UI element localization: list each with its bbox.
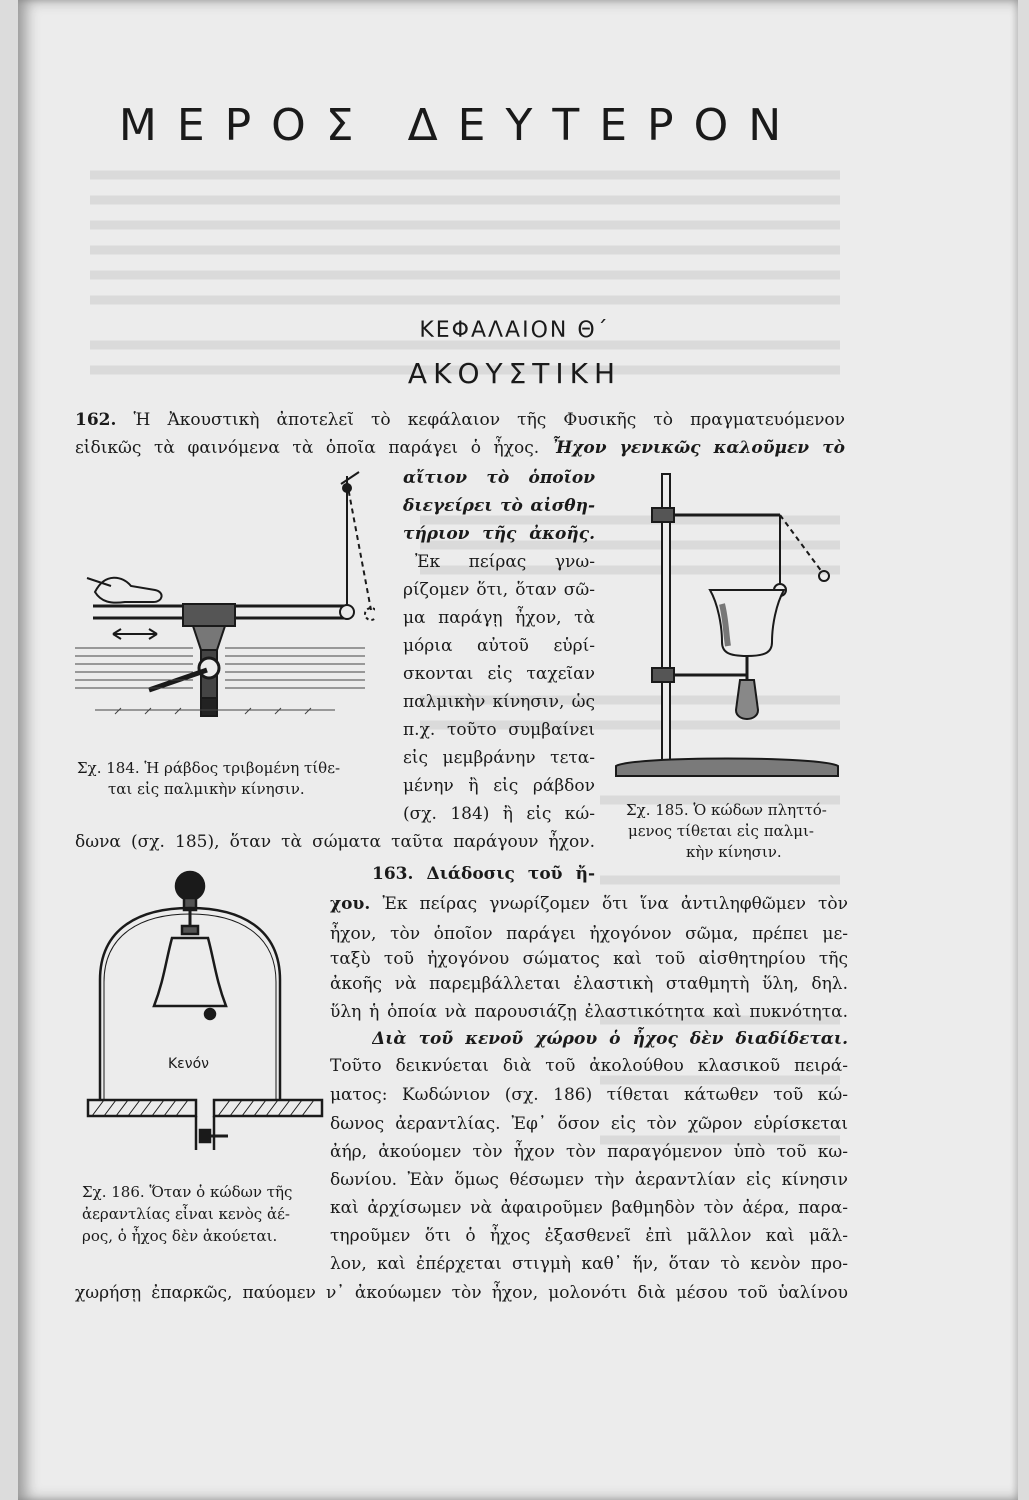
sec162-col-bold-1: διεγείρει τὸ αἰσθη-	[403, 496, 595, 516]
fig185-caption-line-1: μενος τίθεται εἰς παλμι-	[628, 822, 814, 840]
figure-185-struck-bell	[612, 470, 844, 780]
sec163-line-1	[330, 892, 848, 916]
sec162-col-line-8: μένην ἢ εἰς ράβδον	[403, 776, 595, 796]
fig186-caption-line-1: ἀεραντλίας εἶναι κενὸς ἀέ-	[82, 1205, 290, 1223]
sec162-line1	[75, 408, 845, 432]
part-title: ΜΕΡΟΣ ΔΕΥΤΕΡΟΝ	[118, 100, 802, 151]
chapter-label: ΚΕΦΑΛΑΙΟΝ Θ΄	[419, 318, 610, 343]
sec162-last-line: δωνα (σχ. 185), ὅταν τὰ σώματα ταῦτα παράγουν ἦχον.	[75, 832, 595, 852]
fig184-caption-line-0: Σχ. 184. Ἡ ράβδος τριβομένη τίθε-	[77, 759, 341, 777]
sec162-col-line-3: μόρια αὐτοῦ εὑρί-	[403, 636, 595, 656]
sec163-line-b0: Τοῦτο δεικνύεται διὰ τοῦ ἀκολούθου κλασικοῦ πειρά-	[330, 1056, 848, 1076]
sec162-number: 162.	[75, 410, 117, 430]
sec162-col-line-7: εἰς μεμβράνην τετα-	[403, 748, 595, 768]
sec163-line-b4: δωνίου. Ἐὰν ὅμως θέσωμεν τὴν ἀεραντλίαν εἰς κίνησιν	[330, 1170, 848, 1190]
sec162-col-line-6: π.χ. τοῦτο συμβαίνει	[403, 720, 595, 740]
fig186-caption-line-0: Σχ. 186. Ὅταν ὁ κώδων τῆς	[82, 1183, 293, 1201]
sec163-line-a0: ἦχον, τὸν ὁποῖον παράγει ἠχογόνον σῶμα, πρέπει με-	[330, 924, 848, 944]
sec163-line-a2: ἀκοῆς νὰ παρεμβάλλεται ἐλαστικὴ σταθμητὴ ὕλη, δηλ.	[330, 974, 848, 994]
sec163-line-b1: ματος: Κωδώνιον (σχ. 186) τίθεται κάτωθεν τοῦ κώ-	[330, 1085, 848, 1105]
sec162-col-line-2: μα παράγῃ ἦχον, τὰ	[403, 608, 595, 628]
sec163-line-a1: ταξὺ τοῦ ἠχογόνου σώματος καὶ τοῦ αἰσθητηρίου τῆς	[330, 949, 848, 969]
sec163-key-statement: Διὰ τοῦ κενοῦ χώρου ὁ ἦχος δὲν διαδίδεται.	[372, 1029, 848, 1049]
sec162-line2-text: εἰδικῶς τὰ φαινόμενα τὰ ὁποῖα παράγει ὁ ἦχος.	[75, 438, 540, 458]
fig185-caption-line-0: Σχ. 185. Ὁ κώδων πληττό-	[626, 801, 827, 819]
figure-186-bell-in-vacuum	[80, 868, 330, 1150]
sec163-heading-line	[372, 862, 595, 886]
fig186-vacuum-label: Κενόν	[168, 1056, 209, 1072]
sec162-col-bold-0: αἴτιον τὸ ὁποῖον	[403, 468, 595, 488]
sec162-col-line-5: παλμικὴν κίνησιν, ὡς	[403, 692, 595, 712]
sec163-line-b5: καὶ ἀρχίσωμεν νὰ ἀφαιροῦμεν βαθμηδὸν τὸν ἀέρα, παρα-	[330, 1198, 848, 1218]
fig186-caption-line-2: ρος, ὁ ἦχος δὲν ἀκούεται.	[82, 1227, 278, 1245]
chapter-title: ΑΚΟΥΣΤΙΚΗ	[407, 357, 622, 390]
sec162-col-line-1: ρίζομεν ὅτι, ὅταν σῶ-	[403, 580, 595, 600]
sec163-heading-end: χου.	[330, 894, 371, 914]
sec162-line2	[75, 436, 845, 460]
sec163-line-b2: δωνος ἀεραντλίας. Ἐφ᾽ ὅσον εἰς τὸν χῶρον εὑρίσκεται	[330, 1114, 848, 1134]
fig184-caption-line-1: ται εἰς παλμικὴν κίνησιν.	[108, 780, 305, 798]
figure-184-rubbed-rod	[75, 468, 375, 750]
sec163-line-b3: ἀήρ, ἀκούομεν τὸν ἦχον τὸν παραγόμενον ὑπὸ τοῦ κω-	[330, 1142, 848, 1162]
sec163-line-b7: λον, καὶ ἐπέρχεται στιγμὴ καθ᾽ ἥν, ὅταν τὸ κενὸν προ-	[330, 1254, 848, 1274]
sec162-line1-text: Ἡ Ἀκουστικὴ ἀποτελεῖ τὸ κεφάλαιον τῆς Φυσικῆς τὸ πραγματευόμενον	[133, 410, 845, 430]
sec163-line-a3: ὕλη ἡ ὁποία νὰ παρουσιάζῃ ἐλαστικότητα καὶ πυκνότητα.	[330, 1002, 848, 1022]
sec162-col-bold-2: τήριον τῆς ἀκοῆς.	[403, 524, 595, 544]
sec162-definition-start: Ἦχον γενικῶς καλοῦμεν τὸ	[551, 438, 845, 458]
fig185-caption-line-2: κὴν κίνησιν.	[686, 843, 782, 861]
sec163-last-line: χωρήσῃ ἐπαρκῶς, παύομεν ν᾽ ἀκούωμεν τὸν ἦχον, μολονότι διὰ μέσου τοῦ ὑαλίνου	[75, 1283, 848, 1303]
sec163-line-1-text: Ἐκ πείρας γνωρίζομεν ὅτι ἵνα ἀντιληφθῶμεν τὸν	[382, 894, 848, 914]
sec162-col-line-4: σκονται εἰς ταχεῖαν	[403, 664, 595, 684]
sec162-col-line-9: (σχ. 184) ἢ εἰς κώ-	[403, 804, 595, 824]
sec163-line-b6: τηροῦμεν ὅτι ὁ ἦχος ἐξασθενεῖ ἐπὶ μᾶλλον καὶ μᾶλ-	[330, 1226, 848, 1246]
sec163-heading: 163. Διάδοσις τοῦ ἤ-	[372, 864, 595, 884]
sec162-col-line-0: Ἐκ πείρας γνω-	[415, 552, 595, 572]
